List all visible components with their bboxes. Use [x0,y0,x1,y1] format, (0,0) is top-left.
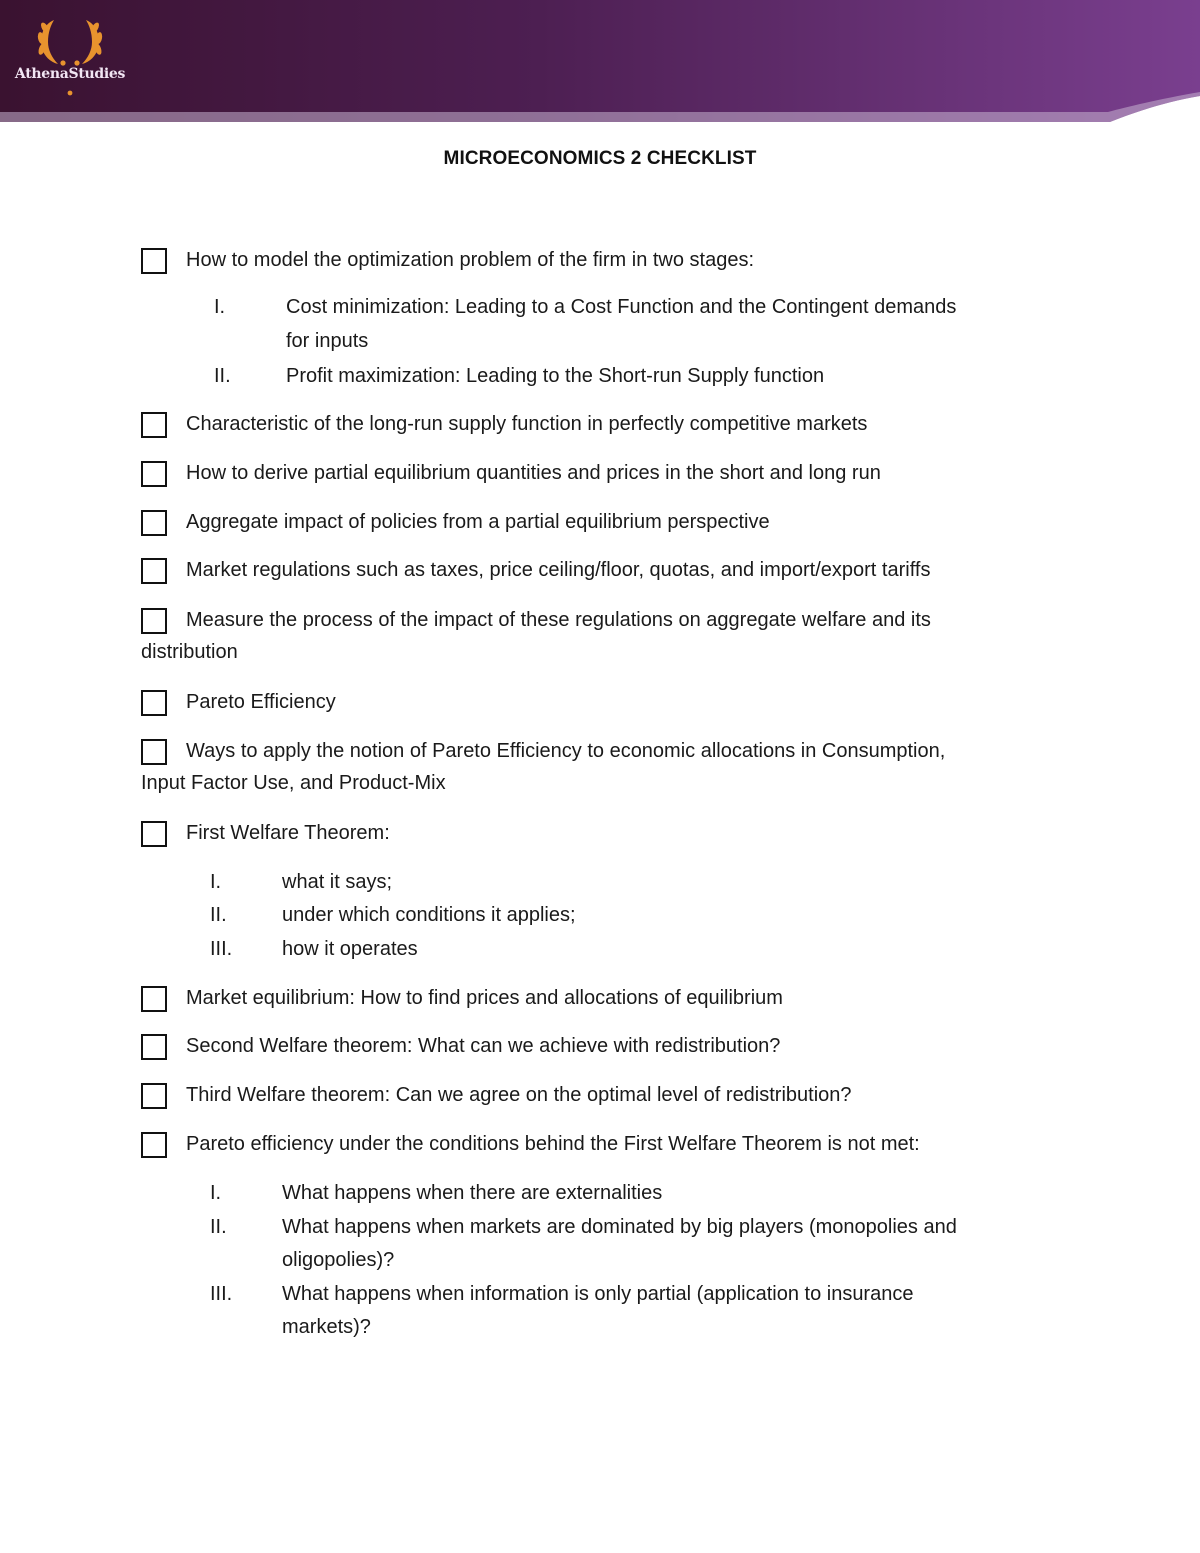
checklist-item-text: Market equilibrium: How to find prices and allocations of equilibrium [186,987,783,1009]
subitem-text: under which conditions it applies; [282,904,576,926]
brand-name: AthenaStudies [14,66,126,82]
checkbox[interactable] [141,1132,167,1158]
subitem-numeral: III. [210,1283,233,1305]
checkbox[interactable] [141,986,167,1012]
subitem-numeral: II. [214,365,231,387]
subitem-numeral: I. [210,1182,222,1204]
subitem-text: What happens when information is only partial (application to insurance [282,1283,914,1305]
subitem-numeral: II. [210,1216,227,1238]
subitem-text: oligopolies)? [282,1249,395,1271]
checklist-item-text: Pareto Efficiency [186,691,336,713]
subitem-text: for inputs [286,330,369,352]
subitem-text: what it says; [282,871,393,893]
checklist-item-text: Ways to apply the notion of Pareto Efficiency to economic allocations in Consumption, [186,740,946,762]
subitem-numeral: II. [210,904,227,926]
header-banner [0,0,1200,122]
subitem-numeral: I. [210,871,222,893]
checkbox[interactable] [141,690,167,716]
checklist-item-text: Measure the process of the impact of these regulations on aggregate welfare and its [186,609,931,631]
checkbox[interactable] [141,461,167,487]
checklist-item-text: How to derive partial equilibrium quantities and prices in the short and long run [186,462,881,484]
subitem-text: markets)? [282,1316,371,1338]
subitem-text: how it operates [282,938,418,960]
checkbox[interactable] [141,510,167,536]
checklist-item-text: Second Welfare theorem: What can we achieve with redistribution? [186,1035,781,1057]
checkbox[interactable] [141,412,167,438]
page-title: MICROECONOMICS 2 CHECKLIST [443,148,757,169]
laurel-icon [14,14,126,98]
checkbox[interactable] [141,1034,167,1060]
checklist-item-text: distribution [141,641,238,663]
checkbox[interactable] [141,608,167,634]
subitem-text: What happens when there are externalities [282,1182,663,1204]
checklist-item-text: Characteristic of the long-run supply function in perfectly competitive markets [186,413,868,435]
checklist-item-text: Third Welfare theorem: Can we agree on the optimal level of redistribution? [186,1084,852,1106]
subitem-text: Cost minimization: Leading to a Cost Function and the Contingent demands [286,296,957,318]
checklist-item-text: How to model the optimization problem of the firm in two stages: [186,249,755,271]
checklist-item-text: Market regulations such as taxes, price ceiling/floor, quotas, and import/export tariffs [186,559,931,581]
checklist-item-text: Input Factor Use, and Product-Mix [141,772,446,794]
checklist-item-text: First Welfare Theorem: [186,822,390,844]
checkbox[interactable] [141,739,167,765]
checkbox[interactable] [141,248,167,274]
checkbox[interactable] [141,1083,167,1109]
checkbox[interactable] [141,558,167,584]
checklist-item-text: Pareto efficiency under the conditions behind the First Welfare Theorem is not met: [186,1133,920,1155]
subitem-numeral: III. [210,938,233,960]
subitem-text: What happens when markets are dominated by big players (monopolies and [282,1216,957,1238]
brand-logo [14,14,126,98]
subitem-numeral: I. [214,296,226,318]
checkbox[interactable] [141,821,167,847]
subitem-text: Profit maximization: Leading to the Short-run Supply function [286,365,825,387]
checklist-item-text: Aggregate impact of policies from a partial equilibrium perspective [186,511,770,533]
